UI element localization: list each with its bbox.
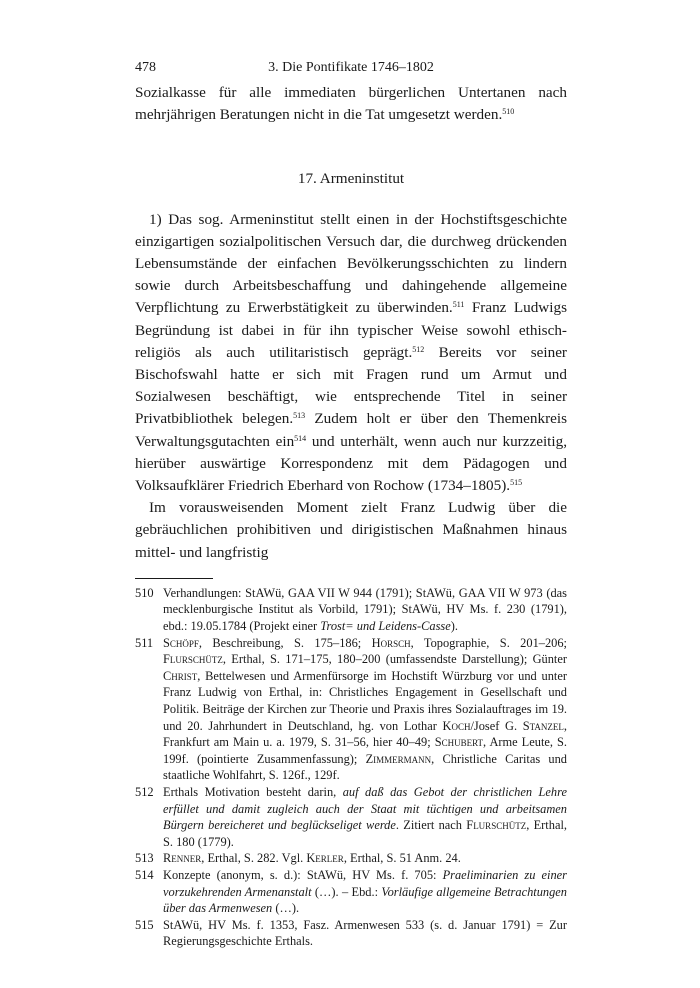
footnote-ref[interactable]: 510 (502, 107, 515, 117)
book-page (135, 60, 567, 950)
footnote-513: 513 Renner, Erthal, S. 282. Vgl. Kerler, Erthal, S. 51 Anm. 24. (135, 851, 461, 866)
footnote-ref[interactable]: 513 (293, 411, 306, 421)
footnote-divider (135, 578, 213, 579)
footnote-ref[interactable]: 511 (452, 300, 465, 310)
body-text (135, 82, 567, 564)
section-heading: 17. Armeninstitut (297, 170, 405, 188)
footnote-511: 511 Schöpf, Beschreibung, S. 175–186; Horsch, Topographie, S. 201–206; Flurschütz, Erthal, S. 171–175, 180–200 (umfassendste Darstellung); Günter Christ, Bettelwesen und Armenfürsorge im Hochstift Würzburg vor und unter Franz Ludwig von Erthal, in: Christliches Engagement in Gesellschaft und Politik. Beiträge der Kirchen zur Theorie und Praxis ihres Sozialauftrages im 19. und 20. Jahrhundert in Deutschland, hg. von Lothar Koch/Josef G. Stanzel, Frankfurt am Main u. a. 1979, S. 31–56, hier 40–49; Schubert, Arme Leute, S. 199f. (pointierte Zusammenfassung); Zimmermann, Christliche Caritas und staatliche Wohlfahrt, S. 126f., 129f. (135, 635, 567, 783)
paragraph-2: Im vorausweisenden Moment zielt Franz Ludwig über die gebräuchlichen prohibitiven und dirigistischen Maßnahmen hinaus mittel- und langfristig (135, 499, 567, 561)
footnotes (135, 585, 567, 950)
footnote-ref[interactable]: 515 (510, 478, 523, 488)
paragraph-1: 1) Das sog. Armeninstitut stellt einen in der Hochstiftsgeschichte einzigartigen sozialpolitischen Versuch dar, die durchweg drückenden Lebensumstände der einfachen Bevölkerungsschichten zu lindern sowie durch Arbeitsbeschaffung und dahingehende allgemeine Verpflichtung zu Erwerbstätigkeit zu überwinden.$^{511}$ Franz Ludwigs Begründung ist dabei in für ihn typischer Weise sowohl ethisch-religiös als auch utilitaristisch geprägt.$^{512}$ Bereits vor seiner Bischofswahl hatte er sich mit Fragen rund um Armut und Sozialwesen beschäftigt, wie entsprechende Titel in seiner Privatbibliothek belegen.$^{513}$ Zudem holt er über den Themenkreis Verwaltungsgutachten ein$^{514}$ und unterhält, wenn auch nur kurzzeitig, hierüber auswärtige Korrespondenz mit dem Pädagogen und Volksaufklärer Friedrich Eberhard von Rochow (1734–1805).$^{515}$ (135, 210, 567, 495)
footnote-ref[interactable]: 512 (412, 344, 425, 354)
footnote-512: 512 Erthals Motivation besteht darin, auf daß das Gebot der christlichen Lehre erfüllet und damit zugleich auch der Staat mit tüchtigen und arbeitsamen Bürgern bereicheret und beglückseliget werde. Zitiert nach Flurschütz, Erthal, S. 180 (1779). (135, 784, 567, 849)
footnote-510: 510 Verhandlungen: StAWü, GAA VII W 944 (1791); StAWü, GAA VII W 973 (das mecklenburgische Institut als Vorbild, 1791); StAWü, HV Ms. f. 230 (1791), ebd.: 19.05.1784 (Projekt einer Trost= und Leidens-Casse). (135, 585, 567, 634)
page-header (135, 60, 567, 82)
footnote-ref[interactable]: 514 (294, 433, 307, 443)
page-number: 478 (135, 60, 156, 75)
running-title: 3. Die Pontifikate 1746–1802 (268, 60, 434, 75)
footnote-514: 514 Konzepte (anonym, s. d.): StAWü, HV Ms. f. 705: Praeliminarien zu einer vorzukehrenden Armenanstalt (…). – Ebd.: Vorläufige allgemeine Betrachtungen über das Armenwesen (…). (135, 867, 567, 916)
intro-paragraph: Sozialkasse für alle immediaten bürgerlichen Untertanen nach mehrjährigen Beratungen nicht in die Tat umgesetzt werden.$^{510}$ (135, 84, 567, 124)
footnote-515: 515 StAWü, HV Ms. f. 1353, Fasz. Armenwesen 533 (s. d. Januar 1791) = Zur Regierungsgeschichte Erthals. (135, 917, 567, 949)
